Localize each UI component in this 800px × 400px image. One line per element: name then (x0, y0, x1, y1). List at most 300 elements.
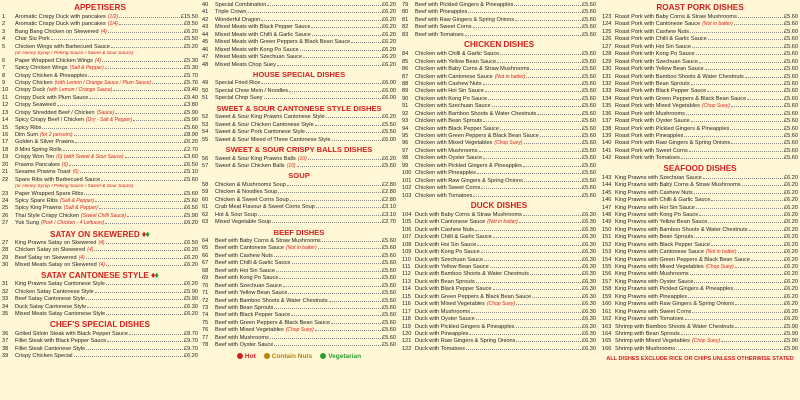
item-price: £5.60 (784, 14, 798, 20)
dot-leader (526, 76, 581, 78)
item-price: £6.20 (784, 182, 798, 189)
dot-leader (248, 11, 382, 13)
dot-leader (113, 89, 183, 91)
item-number: 15 (2, 124, 9, 131)
item-price: £5.60 (784, 66, 798, 73)
dot-leader (261, 82, 381, 84)
menu-item (202, 80, 396, 87)
dot-leader (476, 281, 581, 283)
item-number: 38 (2, 345, 9, 352)
item-name: 8 Mini Spring Rolls (15, 146, 62, 153)
item-price: £5.60 (784, 80, 798, 87)
menu-item (402, 103, 596, 110)
menu-item (602, 51, 798, 58)
item-price: £6.20 (784, 189, 798, 196)
item-price: £6.20 (382, 24, 396, 31)
item-price: £6.20 (382, 46, 396, 53)
dot-leader (686, 113, 783, 115)
dot-leader (523, 214, 581, 216)
menu-item (2, 44, 198, 51)
dot-leader (694, 192, 783, 194)
dot-leader (288, 292, 381, 294)
dot-leader (331, 322, 381, 324)
menu-item (402, 309, 596, 316)
item-price: £5.60 (382, 282, 396, 289)
dot-leader (279, 277, 381, 279)
dot-leader (699, 214, 783, 216)
item-price: £5.60 (784, 133, 798, 139)
item-name: Roast Pork with Cashew Nuts (615, 28, 689, 35)
item-price: £5.60 (382, 304, 396, 311)
item-number: 139 (602, 133, 612, 139)
item-price: £6.30 (582, 271, 596, 278)
item-name: Special Fried Rice (215, 80, 261, 87)
item-name: Beef Satay on Skewered (15, 254, 77, 261)
dot-leader (477, 172, 581, 174)
section-heading (2, 269, 198, 281)
dot-leader (74, 134, 183, 136)
item-name: Roast Pork with Chilli & Garlic Sauce (615, 36, 707, 43)
item-number: 108 (402, 241, 412, 248)
item-number: 131 (602, 73, 612, 80)
item-price: £5.60 (382, 334, 396, 341)
menu-item (402, 111, 596, 118)
item-name: Golden & Silver Prawns (15, 139, 75, 146)
item-name: Duck with Bamboo Shoots & Water Chestnuts (415, 271, 529, 278)
nut-icon (264, 353, 270, 359)
item-name: Beef with Baby Corns & Straw Mushrooms (215, 238, 321, 244)
item-name: King Prawns Satay on Skewered (15, 239, 97, 246)
menu-item (202, 24, 396, 31)
menu-item (602, 190, 798, 197)
dot-leader (326, 116, 381, 118)
menu-item (202, 204, 396, 211)
item-name: Spicy Chicken Wings (15, 65, 68, 72)
item-price: £6.30 (582, 323, 596, 330)
item-name: Roast Pork with Mixed Vegetables (615, 103, 700, 110)
item-price: £5.60 (382, 245, 396, 252)
item-price: £5.60 (784, 51, 798, 58)
item-name: Chicken & Mushrooms Soup (215, 181, 286, 188)
item-price: £6.20 (184, 352, 198, 359)
item-price: £9.40 (184, 94, 198, 101)
dot-leader (94, 249, 183, 251)
item-name: King Prawns with Baby Corns & Straw Mushrooms (615, 182, 741, 189)
dot-leader (107, 340, 183, 342)
item-name: Duck with Kong Po Sauce (415, 249, 480, 256)
item-note: (10) (286, 162, 296, 169)
dot-leader (468, 11, 581, 13)
item-note: (Chop Suey) (494, 140, 523, 147)
dot-leader (303, 56, 381, 58)
item-name: Roast Pork with Green Peppers & Black Bean Sauce (615, 95, 747, 102)
menu-item (602, 197, 798, 204)
dot-leader (711, 199, 783, 201)
dot-leader (466, 348, 581, 350)
item-price: £9.70 (184, 338, 198, 345)
item-price: £6.30 (582, 234, 596, 241)
menu-item (402, 32, 596, 39)
menu-item (602, 212, 798, 219)
dot-leader (129, 333, 183, 335)
item-name: King Prawns with Bamboo Shoots & Water Chestnuts (615, 226, 748, 233)
dot-leader (493, 236, 581, 238)
item-price: £5.60 (582, 133, 596, 139)
item-name: Spicy Crispy Beef / Chicken (15, 117, 85, 124)
item-number: 125 (602, 28, 612, 35)
item-number: 26 (2, 212, 9, 219)
dot-leader (735, 326, 783, 328)
item-price: £6.20 (382, 114, 396, 121)
dot-leader (115, 112, 183, 114)
item-number: 123 (602, 14, 612, 20)
item-number: 113 (402, 278, 411, 285)
dot-leader (99, 207, 183, 209)
dot-leader (133, 119, 183, 121)
menu-item (2, 177, 198, 184)
item-price: £5.60 (784, 88, 798, 95)
item-note: (Sweet Chilli Sauce) (81, 212, 127, 219)
item-number: 41 (202, 9, 209, 16)
item-note: (4) (98, 239, 105, 246)
item-price: £6.20 (784, 316, 798, 323)
item-name: Crispy Shredded Beef / Chicken (15, 109, 95, 116)
dot-leader (708, 38, 783, 40)
dot-leader (481, 251, 581, 253)
menu-item (2, 255, 198, 262)
menu-item (402, 148, 596, 155)
menu-item (602, 29, 798, 36)
dot-leader (80, 171, 183, 173)
dot-leader (119, 16, 180, 18)
dot-leader (291, 314, 381, 316)
item-number: 159 (602, 293, 612, 300)
item-number: 92 (402, 110, 409, 117)
item-price: £6.20 (784, 256, 798, 263)
menu-item (402, 155, 596, 162)
item-number: 82 (402, 24, 409, 31)
menu-item (602, 21, 798, 28)
item-number: 104 (402, 211, 412, 218)
dot-leader (74, 355, 183, 357)
item-number: 19 (2, 154, 9, 161)
dot-leader (274, 344, 381, 346)
item-number: 87 (402, 73, 409, 80)
item-note: (Not in batter) (487, 219, 518, 226)
item-price: £6.00 (382, 95, 396, 102)
section-title: DUCK DISHES (470, 200, 528, 210)
item-number: 39 (2, 352, 9, 359)
item-name: Chicken with Mixed Vegetables (415, 140, 493, 147)
item-price: £5.50 (382, 129, 396, 136)
menu-item (202, 62, 396, 69)
dot-leader (315, 124, 381, 126)
menu-item (602, 88, 798, 95)
item-name: Special Chow Mein / Noodles (215, 87, 289, 94)
item-price: £6.30 (582, 301, 596, 308)
item-number: 24 (2, 197, 9, 204)
item-price: £5.90 (184, 212, 198, 219)
dot-leader (274, 255, 381, 257)
item-number: 20 (2, 161, 9, 168)
item-price: £8.70 (184, 330, 198, 337)
item-name: Wonderful Dragon (215, 16, 261, 23)
item-price: £5.90 (184, 296, 198, 303)
menu-item (402, 126, 596, 133)
menu-item (602, 140, 798, 147)
item-price: £6.30 (582, 308, 596, 315)
chili-icon (237, 353, 243, 359)
dot-leader (532, 296, 581, 298)
item-price: £5.60 (582, 16, 596, 23)
item-price: £6.20 (382, 61, 396, 68)
item-price: £5.60 (184, 176, 198, 183)
item-number: 166 (602, 345, 612, 352)
legend-veg (320, 353, 361, 360)
dot-leader (749, 229, 783, 231)
item-name: Chicken & Sweet Corns Soup (215, 196, 289, 203)
dot-leader (524, 180, 581, 182)
item-number: 73 (202, 304, 209, 311)
dot-leader (270, 337, 381, 339)
menu-item (602, 74, 798, 81)
menu-item (2, 154, 198, 161)
menu-item (2, 311, 198, 318)
menu-item (602, 271, 798, 278)
section-title: SOUP (288, 171, 310, 181)
menu-item (2, 296, 198, 303)
item-price: £6.20 (784, 174, 798, 181)
nut-icon: ♦ (145, 228, 150, 239)
item-name: King Prawns with Chilli & Garlic Sauce (615, 197, 711, 204)
item-number: 27 (2, 220, 9, 227)
item-price: £5.60 (582, 9, 596, 16)
item-name: Roast Pork with Pickled Gingers & Pineapples (615, 125, 730, 132)
menu-item (402, 74, 596, 81)
dot-leader (476, 318, 581, 320)
item-price: £5.60 (582, 73, 596, 80)
menu-item (602, 338, 798, 345)
item-name: Hot & Sour Soup (215, 211, 257, 218)
item-name: Roast Pork with Oyster Sauce (615, 118, 690, 125)
item-note: (Not in batter) (286, 245, 317, 252)
dot-leader (707, 90, 783, 92)
menu-item (2, 58, 198, 65)
item-price: £6.30 (582, 293, 596, 300)
item-number: 32 (2, 288, 9, 295)
dot-leader (89, 97, 183, 99)
menu-item (602, 81, 798, 88)
item-number: 101 (402, 177, 412, 184)
item-name: Crab Meat Flavour & Sweet Corns Soup (215, 204, 315, 211)
item-note: (Salt & Pepper) (59, 197, 95, 204)
menu-item (602, 133, 798, 140)
menu-item (202, 305, 396, 312)
item-number: 126 (602, 36, 612, 43)
item-name: Chicken with Pickled Gingers & Pineapples (415, 162, 522, 169)
menu-item (402, 2, 596, 9)
item-name: Chicken with Pineapples (415, 170, 476, 177)
item-note: (Salt & Pepper) (69, 65, 104, 72)
menu-item (602, 126, 798, 133)
dot-leader (689, 150, 783, 152)
item-number: 148 (602, 211, 612, 218)
item-number: 136 (602, 110, 612, 117)
item-price: £6.30 (582, 338, 596, 345)
menu-item (202, 54, 396, 61)
item-price: £6.30 (582, 249, 596, 256)
item-name: King Prawns Satay Cantonese Style (15, 281, 105, 288)
item-price: £6.20 (784, 226, 798, 233)
dot-leader (105, 67, 183, 69)
menu-item (202, 17, 396, 24)
menu-item (402, 88, 596, 95)
item-name: Beef with Cantonese Sauce (215, 245, 285, 252)
item-name: Spare Ribs with Barbecued Sauce (15, 176, 101, 183)
legend-nuts (264, 353, 312, 360)
menu-item (402, 301, 596, 308)
menu-item (2, 87, 198, 94)
dot-leader (708, 221, 783, 223)
section-title: SWEET & SOUR CANTONESE STYLE DISHES (216, 103, 382, 113)
item-name: Chicken with Hoi Sin Sauce (415, 88, 484, 95)
dot-leader (703, 177, 783, 179)
item-number: 16 (2, 132, 9, 138)
menu-item (2, 240, 198, 247)
dot-leader (351, 41, 381, 43)
dot-leader (524, 142, 582, 144)
dot-leader (287, 184, 381, 186)
item-number: 34 (2, 303, 9, 310)
item-name: Crispy Chicken Special (15, 352, 73, 359)
menu-item (202, 9, 396, 16)
section-heading (2, 2, 198, 14)
item-name: Mixed Meats with Black Pepper Sauce (215, 24, 311, 31)
item-number: 137 (602, 118, 612, 125)
item-price: £6.30 (582, 286, 596, 293)
menu-item (402, 163, 596, 170)
menu-item (2, 331, 198, 338)
menu-item (402, 133, 596, 140)
dot-leader (497, 61, 581, 63)
menu-item (402, 331, 596, 338)
dot-leader (276, 270, 381, 272)
item-number: 4 (2, 36, 6, 43)
item-name: Beef with Tomatoes (415, 31, 464, 38)
item-price: £6.20 (784, 301, 798, 308)
item-number: 12 (2, 102, 9, 109)
item-name: Thai Style Crispy Chicken (15, 212, 80, 219)
menu-item (202, 320, 396, 327)
item-number: 67 (202, 260, 209, 267)
item-number: 118 (402, 316, 411, 323)
item-name: Chicken with Bean Sprouts (415, 118, 483, 125)
item-name: Grilled Sirloin Steak with Black Pepper Sauce (15, 330, 128, 337)
dot-leader (692, 46, 783, 48)
dot-leader (747, 98, 783, 100)
dot-leader (51, 38, 183, 40)
dot-leader (523, 165, 581, 167)
menu-item (2, 191, 198, 198)
menu-item (202, 197, 396, 204)
item-price: £5.60 (582, 140, 596, 147)
section-heading (402, 200, 596, 212)
item-number: 79 (402, 2, 409, 8)
dot-leader (738, 16, 783, 18)
item-name: Duck with Mushrooms (415, 308, 471, 315)
chili-icon: ♦ (141, 228, 147, 239)
menu-column-1 (2, 2, 198, 360)
menu-item (602, 175, 798, 182)
item-price: £8.90 (184, 132, 198, 138)
item-price: £5.60 (184, 197, 198, 204)
dot-leader (289, 90, 381, 92)
item-number: 89 (402, 88, 409, 95)
menu-item (402, 140, 596, 147)
item-number: 145 (602, 189, 612, 196)
item-number: 9 (2, 79, 6, 86)
item-number: 65 (202, 245, 209, 252)
item-number: 62 (202, 211, 209, 218)
item-name: King Prawns with Pickled Gingers & Pineapples (615, 286, 734, 293)
item-name: Sweet & Sour King Prawns Cantonese Style (215, 114, 325, 121)
menu-item (2, 220, 198, 227)
item-price: £6.20 (784, 204, 798, 211)
item-price: £5.60 (784, 43, 798, 50)
menu-item (402, 249, 596, 256)
menu-item (402, 279, 596, 286)
item-name: Sweet & Sour King Prawns Balls (215, 155, 296, 162)
item-price: £5.60 (382, 162, 396, 169)
item-name: Spicy Ribs (15, 124, 42, 131)
item-name: Beef with Mixed Vegetables (215, 327, 284, 334)
item-number: 161 (602, 308, 612, 315)
section-heading (202, 103, 396, 115)
menu-item (2, 147, 198, 154)
dot-leader (684, 135, 783, 137)
item-name: King Prawns with Sweet Corns (615, 308, 692, 315)
item-name: Beef with Pineapples (415, 9, 468, 16)
nut-icon: ♦ (154, 270, 159, 281)
item-note: (Dry - Salt & Pepper) (86, 117, 133, 124)
item-number: 121 (402, 338, 412, 345)
item-number: 3 (2, 28, 6, 35)
dot-leader (315, 329, 381, 331)
item-number: 163 (602, 323, 612, 330)
menu-item (2, 139, 198, 146)
menu-item (402, 118, 596, 125)
item-name: Duck with Green Peppers & Black Bean Sauce (415, 293, 532, 300)
dot-leader (69, 164, 183, 166)
menu-item (402, 257, 596, 264)
item-name: Mixed Meats with Chilli & Garlic Sauce (215, 31, 311, 38)
leaf-icon (320, 353, 326, 359)
item-name: Mixed Meats with Szechuan Sauce (215, 54, 303, 61)
menu-item (402, 170, 596, 177)
item-number: 11 (2, 94, 8, 101)
item-name: Duck with Raw Gingers & Spring Onions (415, 338, 516, 345)
item-price: £6.20 (184, 262, 198, 268)
menu-item (402, 242, 596, 249)
dot-leader (274, 307, 381, 309)
item-name: Roast Pork with Bamboo Shoots & Water Chestnuts (615, 73, 744, 80)
item-name: Beef with Szechuan Sauce (215, 282, 282, 289)
item-price: £3.10 (382, 211, 396, 218)
item-name: Roast Pork with Mushrooms (615, 110, 685, 117)
item-name: Spicy King Prawns (15, 205, 62, 212)
dot-leader (730, 128, 783, 130)
item-price: £6.30 (184, 303, 198, 310)
